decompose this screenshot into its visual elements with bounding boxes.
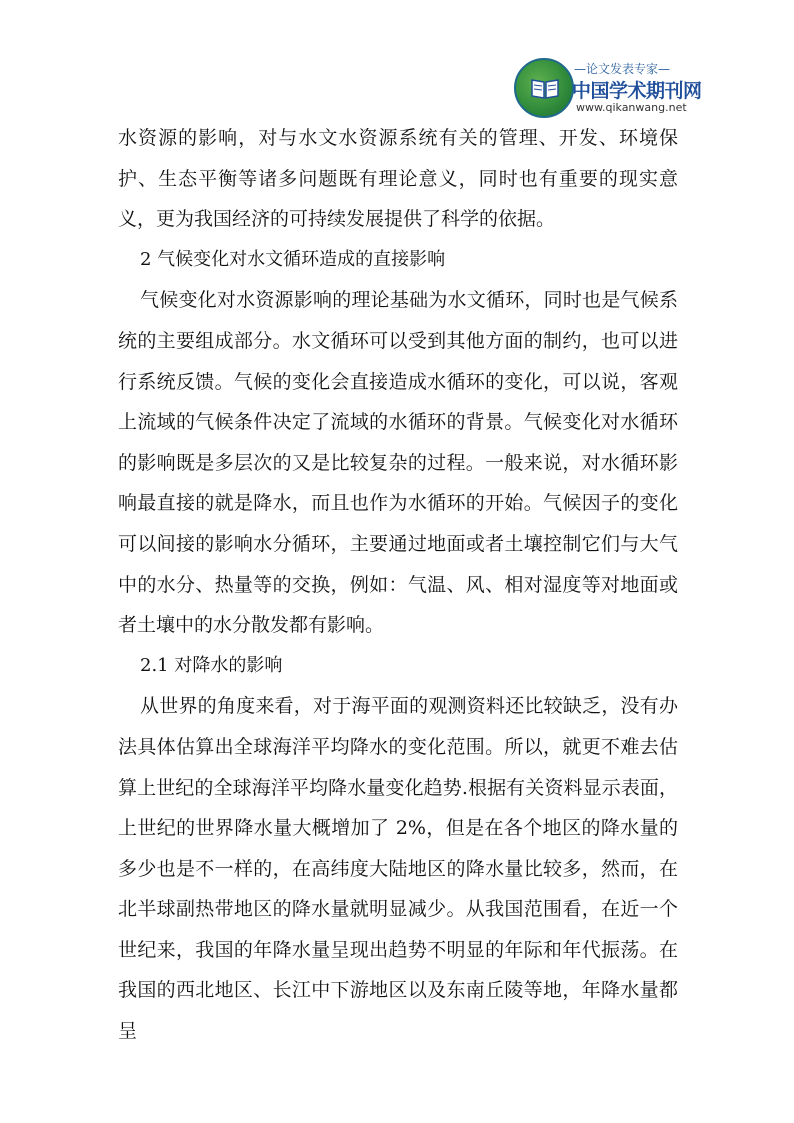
section-heading-2-1: 2.1 对降水的影响 — [140, 654, 283, 676]
site-logo — [514, 58, 702, 120]
paragraph-intro: 水资源的影响，对与水文水资源系统有关的管理、开发、环境保护、生态平衡等诸多问题既有理论意义，同时也有重要的现实意义，更为我国经济的可持续发展提供了科学的依据。 — [118, 127, 678, 231]
section-heading-2: 2 气候变化对水文循环造成的直接影响 — [140, 248, 446, 270]
logo-brand-name: 中国学术期刊网 — [572, 80, 702, 102]
paragraph-section-2: 气候变化对水资源影响的理论基础为水文循环，同时也是气候系统的主要组成部分。水文循环可以受到其他方面的制约，也可以进行系统反馈。气候的变化会直接造成水循环的变化，可以说，客观上流域的气候条件决定了流域的水循环的背景。气候变化对水循环的影响既是多层次的又是比较复杂的过程。一般来说，对水循环影响最直接的就是降水，而且也作为水循环的开始。气候因子的变化可以间接的影响水分循环，主要通过地面或者土壤控制它们与大气中的水分、热量等的交换，例如：气温、风、相对湿度等对地面或者土壤中的水分散发都有影响。 — [118, 289, 678, 637]
logo-url: www.qikanwang.net — [576, 101, 687, 114]
globe-emblem — [514, 58, 574, 118]
paragraph-section-2-1: 从世界的角度来看，对于海平面的观测资料还比较缺乏，没有办法具体估算出全球海洋平均降水的变化范围。所以，就更不难去估算上世纪的全球海洋平均降水量变化趋势.根据有关资料显示表面，上世纪的世界降水量大概增加了 2%，但是在各个地区的降水量的多少也是不一样的，在高纬度大陆地区的降水量比较多，然而，在北半球副热带地区的降水量就明显减少。从我国范围看，在近一个世纪来，我国的年降水量呈现出趋势不明显的年际和年代振荡。在我国的西北地区、长江中下游地区以及东南丘陵等地，年降水量都呈 — [118, 695, 678, 1043]
logo-tagline: —论文发表专家— — [574, 62, 671, 76]
book-icon — [530, 76, 560, 100]
document-body — [118, 118, 678, 1052]
